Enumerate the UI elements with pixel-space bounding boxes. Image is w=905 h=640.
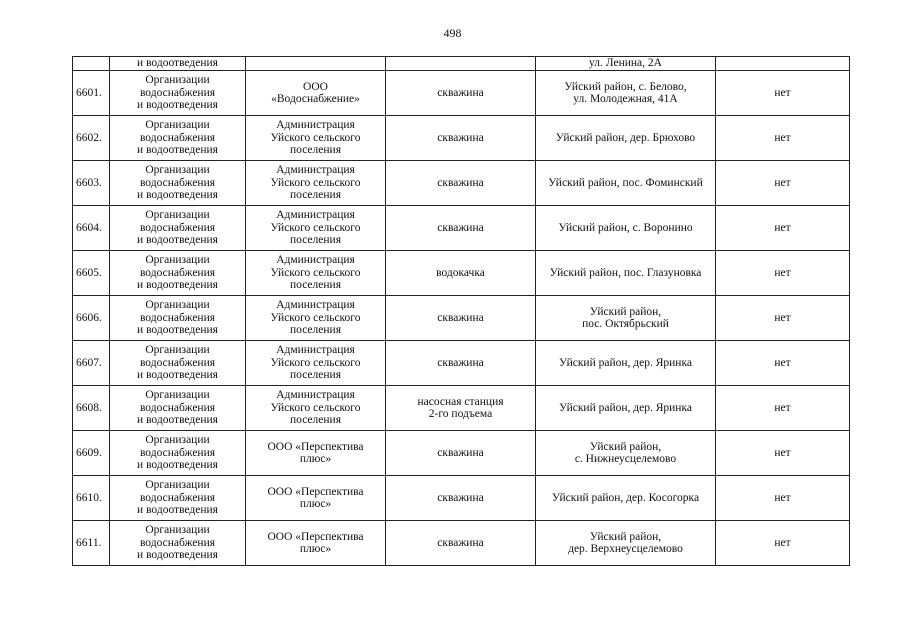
type-line: водоснабжения [139,401,216,414]
address-cell [536,476,716,521]
object-line: скважина [437,356,484,369]
owner-cell [246,521,386,566]
address-line: Уйский район, пос. Глазуновка [549,266,702,279]
type-line: водоснабжения [139,221,216,234]
address-line: дер. Верхнеусцелемово [568,543,683,555]
owner-line: Уйского сельского [270,131,361,144]
type-cell [110,206,246,251]
owner-line: поселения [290,414,341,427]
owner-line: Уйского сельского [270,266,361,279]
object-line: скважина [437,131,484,144]
owner-line: ООО «Перспектива [267,530,364,543]
row-number-cell: 6605. [73,251,110,296]
owner-cell [246,57,386,71]
status-cell: нет [716,476,850,521]
type-line: Организации [145,479,210,492]
type-line: и водоотведения [137,99,218,112]
owner-line: «Водоснабжение» [271,93,360,105]
address-cell [536,521,716,566]
status-cell: нет [716,161,850,206]
type-cell [110,341,246,386]
owner-cell [246,251,386,296]
status-cell: нет [716,206,850,251]
type-cell [110,71,246,116]
owner-line: Уйского сельского [270,401,361,414]
owner-line: ООО [303,80,328,93]
owner-line: поселения [290,234,341,247]
owner-cell [246,116,386,161]
status-cell: нет [716,71,850,116]
type-cell [110,251,246,296]
owner-line: Уйского сельского [270,176,361,189]
object-line: скважина [437,221,484,234]
type-line: Организации [145,434,210,447]
object-cell [386,71,536,116]
address-line: Уйский район, с. Воронино [558,221,693,234]
object-line: водокачка [436,266,485,279]
address-line: ул. Молодежная, 41А [573,93,678,105]
owner-line: ООО «Перспектива [267,440,364,453]
type-line: и водоотведения [137,504,218,517]
type-line: и водоотведения [137,459,218,472]
type-line: Организации [145,119,210,132]
owner-cell [246,431,386,476]
type-cell [110,116,246,161]
table-row [73,521,850,566]
page-number: 498 [443,26,462,40]
table-row [73,431,850,476]
owner-cell [246,386,386,431]
row-number-cell: 6602. [73,116,110,161]
type-line: и водоотведения [137,369,218,382]
object-line: 2-го подъема [428,408,493,420]
address-cell [536,71,716,116]
address-line: Уйский район, [589,440,662,453]
object-cell [386,161,536,206]
table-row [73,341,850,386]
type-line: Организации [145,524,210,537]
registry-table [72,56,850,566]
object-line: скважина [437,176,484,189]
object-cell [386,386,536,431]
object-line: скважина [437,491,484,504]
type-line: Организации [145,389,210,402]
status-cell: нет [716,296,850,341]
type-line: и водоотведения [137,144,218,157]
owner-line: поселения [290,369,341,382]
owner-line: Администрация [276,344,355,357]
row-number-cell [73,57,110,71]
type-cell [110,431,246,476]
object-cell [386,431,536,476]
row-number-cell: 6607. [73,341,110,386]
owner-line: плюс» [299,453,332,465]
owner-line: Уйского сельского [270,311,361,324]
object-line: скважина [437,536,484,549]
type-line: Организации [145,74,210,87]
type-line: Организации [145,209,210,222]
owner-cell [246,476,386,521]
object-line: скважина [437,86,484,99]
address-line: пос. Октябрьский [582,318,669,330]
type-line: водоснабжения [139,536,216,549]
table-row [73,296,850,341]
address-line: Уйский район, с. Белово, [564,80,687,93]
type-line: водоснабжения [139,266,216,279]
object-cell [386,521,536,566]
owner-line: Администрация [276,299,355,312]
type-cell [110,386,246,431]
type-line: водоснабжения [139,131,216,144]
type-line: и водоотведения [137,324,218,337]
owner-line: поселения [290,144,341,157]
owner-line: Администрация [276,389,355,402]
type-cell [110,521,246,566]
object-cell [386,251,536,296]
row-number-cell: 6611. [73,521,110,566]
type-cell [110,161,246,206]
row-number-cell: 6604. [73,206,110,251]
type-line: и водоотведения [137,414,218,427]
table-row [73,71,850,116]
row-number-cell: 6610. [73,476,110,521]
address-line: с. Нижнеусцелемово [574,453,677,465]
owner-line: Администрация [276,254,355,267]
status-cell: нет [716,251,850,296]
type-line: водоснабжения [139,446,216,459]
address-cell [536,296,716,341]
status-cell: нет [716,386,850,431]
type-line: Организации [145,254,210,267]
type-line: Организации [145,164,210,177]
object-line: скважина [437,311,484,324]
type-line: водоснабжения [139,176,216,189]
object-cell [386,116,536,161]
owner-line: Администрация [276,209,355,222]
object-line: насосная станция [417,395,504,408]
table-row [73,251,850,296]
owner-cell [246,71,386,116]
type-line: и водоотведения [137,549,218,562]
owner-cell [246,161,386,206]
row-number-cell: 6606. [73,296,110,341]
table-body [73,57,850,566]
object-cell [386,296,536,341]
row-number-cell: 6608. [73,386,110,431]
type-cell [110,476,246,521]
table-row [73,206,850,251]
row-number-cell: 6603. [73,161,110,206]
status-cell: нет [716,116,850,161]
type-line: водоснабжения [139,491,216,504]
row-number-cell: 6601. [73,71,110,116]
type-line: водоснабжения [139,356,216,369]
object-cell [386,206,536,251]
owner-line: поселения [290,279,341,292]
address-line: Уйский район, дер. Брюхово [555,131,696,144]
object-line: скважина [437,446,484,459]
status-cell: нет [716,431,850,476]
owner-line: Уйского сельского [270,221,361,234]
owner-line: плюс» [299,498,332,510]
type-line: Организации [145,344,210,357]
address-cell [536,386,716,431]
address-cell [536,251,716,296]
address-line: Уйский район, дер. Яринка [559,356,692,369]
address-cell [536,116,716,161]
address-cell [536,161,716,206]
address-line: Уйский район, дер. Яринка [559,401,692,414]
type-line: водоснабжения [139,311,216,324]
owner-line: поселения [290,189,341,202]
owner-line: ООО «Перспектива [267,485,364,498]
object-cell [386,341,536,386]
type-line: и водоотведения [137,189,218,202]
type-cell [110,296,246,341]
type-line: водоснабжения [139,86,216,99]
owner-line: Уйского сельского [270,356,361,369]
status-cell: нет [716,341,850,386]
type-cell: и водоотведения [110,57,246,71]
type-line: и водоотведения [137,279,218,292]
owner-line: Администрация [276,164,355,177]
status-cell [716,57,850,71]
address-line: Уйский район, дер. Косогорка [551,491,700,504]
owner-line: плюс» [299,543,332,555]
address-line: Уйский район, пос. Фоминский [548,176,703,189]
status-cell: нет [716,521,850,566]
owner-cell [246,296,386,341]
address-line: Уйский район, [589,305,662,318]
address-line: Уйский район, [589,530,662,543]
table-row [73,116,850,161]
table-row [73,161,850,206]
owner-line: поселения [290,324,341,337]
table-row [73,476,850,521]
address-cell: ул. Ленина, 2А [536,57,716,71]
table-row [73,386,850,431]
address-cell [536,341,716,386]
owner-line: Администрация [276,119,355,132]
continuation-row [73,57,850,71]
owner-cell [246,341,386,386]
object-cell [386,476,536,521]
address-cell [536,206,716,251]
owner-cell [246,206,386,251]
type-line: и водоотведения [137,234,218,247]
row-number-cell: 6609. [73,431,110,476]
object-cell [386,57,536,71]
address-cell [536,431,716,476]
type-line: Организации [145,299,210,312]
